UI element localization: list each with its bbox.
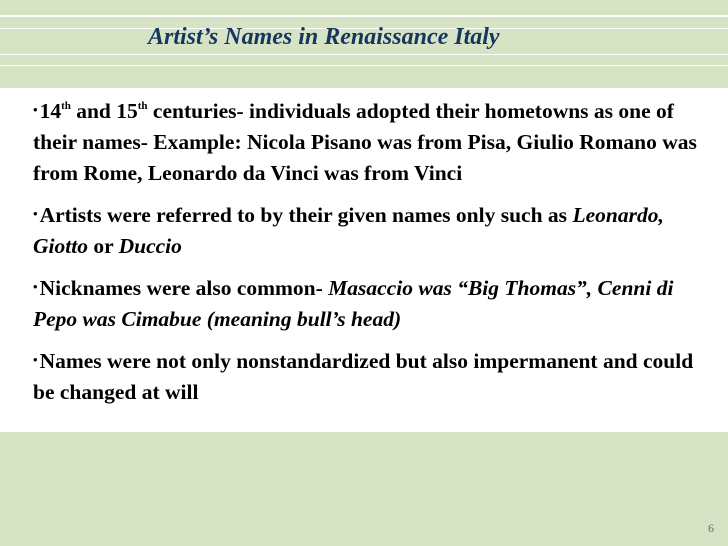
bullet-icon: • [33,279,38,294]
bullet-text: Artists were referred to by their given names only such as [39,203,573,227]
bullet-text: or [87,234,119,258]
bullet-icon: • [33,102,38,117]
bullet-item [33,94,713,189]
superscript: th [61,100,71,112]
slide-title: Artist’s Names in Renaissance Italy [148,24,500,50]
artist-name: Duccio [118,234,182,258]
bullet-text: 14 [39,99,62,123]
bullet-icon: • [33,206,38,221]
header-band [0,0,728,15]
bullet-item [33,198,713,262]
bullet-text: and 15 [70,99,138,123]
bullet-text: centuries- individuals adopted their hometowns as one of their names- Example: Nicola Pisano was from Pisa, Giulio Romano was from Rome, Leonardo da Vinci was from Vinci [33,99,697,185]
footer-band [0,432,728,546]
bullet-text: Names were not only nonstandardized but also impermanent and could be changed at will [33,349,694,404]
page-number: 6 [708,521,714,535]
artist-names: Leonardo, Giotto [33,203,664,258]
header-band [0,66,728,88]
bullet-icon: • [33,352,38,367]
bullet-text: Nicknames were also common- [39,276,329,300]
bullet-item [33,344,713,408]
header-band [0,55,728,65]
bullet-list [33,94,713,417]
bullet-item [33,271,713,335]
superscript: th [137,100,148,112]
nickname-examples: Masaccio was “Big Thomas”, Cenni di Pepo was Cimabue (meaning bull’s head) [33,276,674,331]
